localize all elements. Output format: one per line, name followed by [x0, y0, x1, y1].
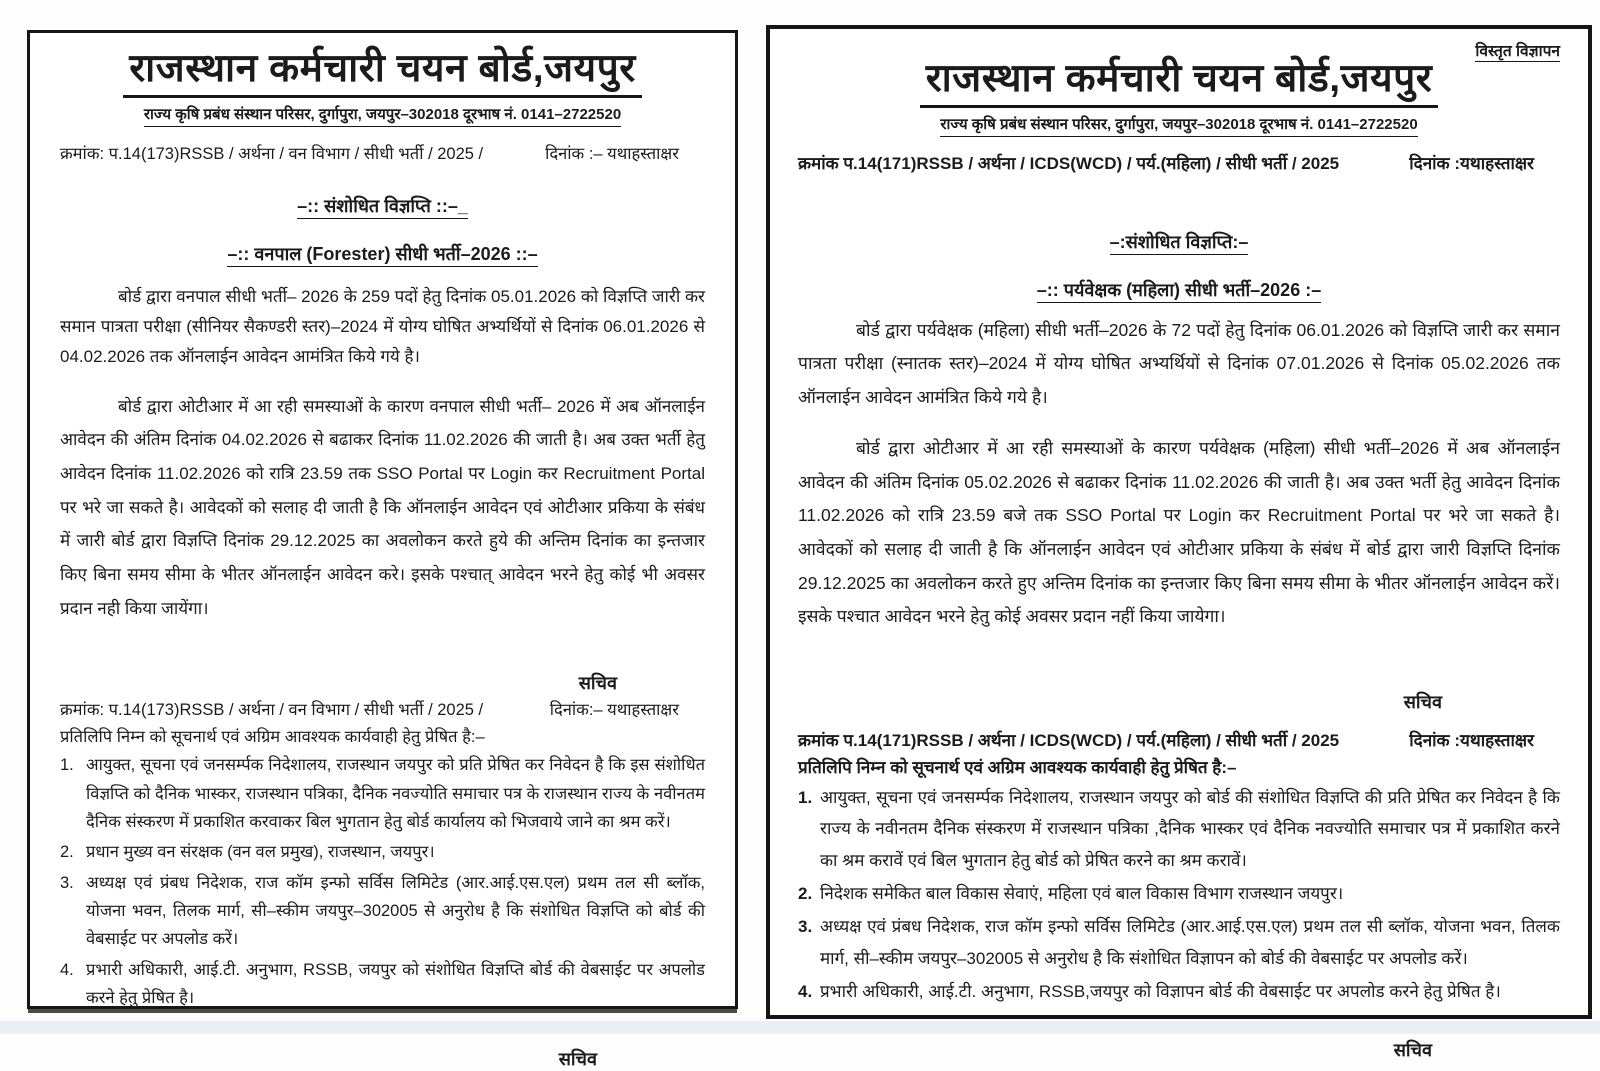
paragraph-1: बोर्ड द्वारा वनपाल सीधी भर्ती– 2026 के 259 पदों हेतु दिनांक 05.01.2026 को विज्ञप्ति जारी कर समान पात्रता परीक्षा (सीनियर सैकण्डरी स्तर)–2024 में योग्य घोषित अभ्यर्थियों से दिनांक 06.01.2026 से 04.02.2026 तक ऑनलाईन आवेदन आमंत्रित किये गये है।	[60, 286, 705, 367]
reference-row-mid	[798, 728, 1560, 751]
reference-date: दिनांक :– यथाहस्ताक्षर	[545, 144, 679, 163]
corner-label-detailed-ad: विस्तृत विज्ञापन	[1475, 43, 1560, 60]
secretary-signature-bottom: सचिव	[1393, 1039, 1432, 1060]
heading-revised-notice: –:: संशोधित विज्ञप्ति ::–_	[60, 194, 705, 218]
list-item	[798, 782, 1560, 876]
list-item-number: 3.	[798, 917, 813, 937]
copy-distribution-intro: प्रतिलिपि निम्न को सूचनार्थ एवं अग्रिम आवश्यक कार्यवाही हेतु प्रेषित है:–	[60, 728, 485, 747]
reference-row-mid	[60, 697, 705, 720]
bottom-edge-strip	[0, 1021, 1600, 1034]
paragraph-1: बोर्ड द्वारा पर्यवेक्षक (महिला) सीधी भर्ती–2026 के 72 पदों हेतु दिनांक 06.01.2026 को विज्ञप्ति जारी कर समान पात्रता परीक्षा (स्नातक स्तर)–2024 में योग्य घोषित अभ्यर्थियों से दिनांक 07.01.2026 से दिनांक 05.02.2026 तक ऑनलाईन आवेदन आमंत्रित किये गये है।	[798, 319, 1560, 408]
reference-number: क्रमांक प.14(171)RSSB / अर्थना / ICDS(WCD) / पर्य.(महिला) / सीधी भर्ती / 2025	[798, 730, 1340, 750]
reference-row-top	[798, 151, 1560, 174]
heading-post-name: –:: पर्यवेक्षक (महिला) सीधी भर्ती–2026 :–	[798, 278, 1560, 302]
list-item-number: 2.	[60, 843, 74, 862]
reference-number: क्रमांक: प.14(173)RSSB / अर्थना / वन विभाग / सीधी भर्ती / 2025 /	[60, 144, 484, 163]
reference-date: दिनांक :यथाहस्ताक्षर	[1409, 730, 1534, 750]
paragraph-2: बोर्ड द्वारा ओटीआर में आ रही समस्याओं के कारण पर्यवेक्षक (महिला) सीधी भर्ती–2026 में अब ऑनलाईन आवेदन की अंतिम दिनांक 05.02.2026 से बढाकर दिनांक 11.02.2026 की जाती है। अब उक्त भर्ती हेतु आवेदन दिनांक 11.02.2026 को रात्रि 23.59 बजे तक SSO Portal पर Login कर Recruitment Portal पर भरे जा सकते है। आवेदकों को सलाह दी जाती है कि ऑनलाईन आवेदन एवं ओटीआर प्रकिया के संबंध में बोर्ड द्वारा जारी विज्ञप्ति दिनांक 29.12.2025 का अवलोकन करते हुए अन्तिम दिनांक का इन्तजार किए बिना समय सीमा के भीतर ऑनलाईन आवेदन करें। इसके पश्चात आवेदन भरने हेतु कोई अवसर प्रदान नहीं किया जायेगा।	[798, 438, 1560, 627]
list-item-text: निदेशक समेकित बाल विकास सेवाएं, महिला एवं बाल विकास विभाग राजस्थान जयपुर।	[820, 884, 1344, 903]
list-item-text: अध्यक्ष एवं प्रंबध निदेशक, राज कॉम इन्फो सर्विस लिमिटेड (आर.आई.एस.एल) प्रथम तल सी ब्लॉक, योजना भवन, तिलक मार्ग, सी–स्कीम जयपुर–302005 से अनुरोध है कि संशोधित विज्ञप्ति को बोर्ड की वेबसाईट पर अपलोड करें।	[86, 873, 705, 949]
paragraph-2: बोर्ड द्वारा ओटीआर में आ रही समस्याओं के कारण वनपाल सीधी भर्ती– 2026 में अब ऑनलाईन आवेदन की अंतिम दिनांक 04.02.2026 से बढाकर दिनांक 11.02.2026 की जाती है। अब उक्त भर्ती हेतु आवेदन दिनांक 11.02.2026 को रात्रि 23.59 तक SSO Portal पर Login कर Recruitment Portal पर भरे जा सकते है। आवेदकों को सलाह दी जाती है कि ऑनलाईन आवेदन एवं ओटीआर प्रकिया के संबंध में जारी बोर्ड द्वारा विज्ञप्ति दिनांक 29.12.2025 का अवलोकन करते हुये की अन्तिम दिनांक का इन्तजार किए बिना समय सीमा के भीतर ऑनलाईन आवेदन करे। इसके पश्चात् आवेदन भरने हेतु कोई भी अवसर प्रदान नही किया जायेंगा।	[60, 396, 706, 618]
list-item	[60, 956, 705, 1013]
list-item-number: 2.	[798, 884, 813, 903]
list-item-text: प्रधान मुख्य वन संरक्षक (वन वल प्रमुख), राजस्थान, जयपुर।	[86, 843, 435, 862]
reference-number: क्रमांक प.14(171)RSSB / अर्थना / ICDS(WCD) / पर्य.(महिला) / सीधी भर्ती / 2025	[798, 153, 1340, 173]
copy-distribution-list	[798, 782, 1560, 1008]
secretary-signature-bottom: सचिव	[558, 1048, 597, 1069]
list-item-text: प्रभारी अधिकारी, आई.टी. अनुभाग, RSSB, जयपुर को संशोधित विज्ञप्ति बोर्ड की वेबसाईट पर अपलोड करने हेतु प्रेषित है।	[86, 960, 705, 1008]
list-item-number: 4.	[60, 960, 74, 979]
board-title: राजस्थान कर्मचारी चयन बोर्ड,जयपुर	[920, 57, 1439, 108]
secretary-signature-mid: सचिव	[1403, 691, 1442, 712]
list-item	[798, 911, 1560, 974]
heading-post-name: –:: वनपाल (Forester) सीधी भर्ती–2026 ::–	[60, 242, 705, 266]
list-item-number: 1.	[798, 787, 813, 807]
left-notice-document	[27, 30, 738, 1069]
list-item-text: आयुक्त, सूचना एवं जनसर्म्पक निदेशालय, राजस्थान जयपुर को प्रति प्रेषित कर निवेदन है कि इस संशोधित विज्ञप्ति को दैनिक भास्कर, राजस्थान पत्रिका, दैनिक नवज्योति समाचार पत्र के राजस्थान राज्य के नवीनतम दैनिक संस्करण में प्रकाशित करवाकर बिल भुगतान हेतु बोर्ड कार्यालय को भिजवाये जाने का श्रम करें।	[86, 756, 705, 831]
board-address: राज्य कृषि प्रबंध संस्थान परिसर, दुर्गापुरा, जयपुर–302018 दूरभाष नं. 0141–2722520	[940, 114, 1417, 137]
list-item	[798, 976, 1560, 1007]
reference-row-top	[60, 141, 705, 164]
list-item-text: प्रभारी अधिकारी, आई.टी. अनुभाग, RSSB,जयपुर को विज्ञापन बोर्ड की वेबसाईट पर अपलोड करने हेतु प्रेषित है।	[820, 982, 1501, 1002]
list-item-number: 4.	[798, 982, 813, 1002]
board-address: राज्य कृषि प्रबंध संस्थान परिसर, दुर्गापुरा, जयपुर–302018 दूरभाष नं. 0141–2722520	[144, 104, 621, 127]
reference-number: क्रमांक: प.14(173)RSSB / अर्थना / वन विभाग / सीधी भर्ती / 2025 /	[60, 701, 484, 720]
list-item-number: 3.	[60, 873, 74, 892]
right-notice-document	[766, 25, 1592, 1060]
list-item-text: आयुक्त, सूचना एवं जनसर्म्पक निदेशालय, राजस्थान जयपुर को बोर्ड की संशोधित विज्ञप्ति की प्रति प्रेषित कर निवेदन है कि राज्य के नवीनतम दैनिक संस्करण में राजस्थान पत्रिका ,दैनिक भास्कर एवं दैनिक नवज्योति समाचार पत्र में प्रकाशित करने का श्रम करावें एवं बिल भुगतान हेतु बोर्ड को प्रेषित करने का श्रम करावें।	[820, 787, 1560, 870]
heading-revised-notice: –:संशोधित विज्ञप्ति:–	[798, 230, 1560, 254]
list-item	[60, 751, 705, 836]
list-item-text: अध्यक्ष एवं प्रंबध निदेशक, राज कॉम इन्फो सर्विस लिमिटेड (आर.आई.एस.एल) प्रथम तल सी ब्लॉक, योजना भवन, तिलक मार्ग, सी–स्कीम जयपुर–302005 से अनुरोध है कि संशोधित विज्ञापन को बोर्ड की वेबसाईट पर अपलोड करें।	[820, 917, 1560, 968]
copy-distribution-list	[60, 751, 705, 1012]
reference-date: दिनांक :यथाहस्ताक्षर	[1409, 153, 1534, 173]
list-item	[60, 869, 705, 954]
reference-date: दिनांक:– यथाहस्ताक्षर	[549, 701, 679, 720]
copy-distribution-intro: प्रतिलिपि निम्न को सूचनार्थ एवं अग्रिम आवश्यक कार्यवाही हेतु प्रेषित है:–	[798, 757, 1237, 777]
list-item-number: 1.	[60, 756, 74, 775]
board-title: राजस्थान कर्मचारी चयन बोर्ड,जयपुर	[123, 47, 642, 98]
secretary-signature-mid: सचिव	[578, 673, 617, 694]
list-item	[798, 878, 1560, 909]
list-item	[60, 838, 705, 866]
